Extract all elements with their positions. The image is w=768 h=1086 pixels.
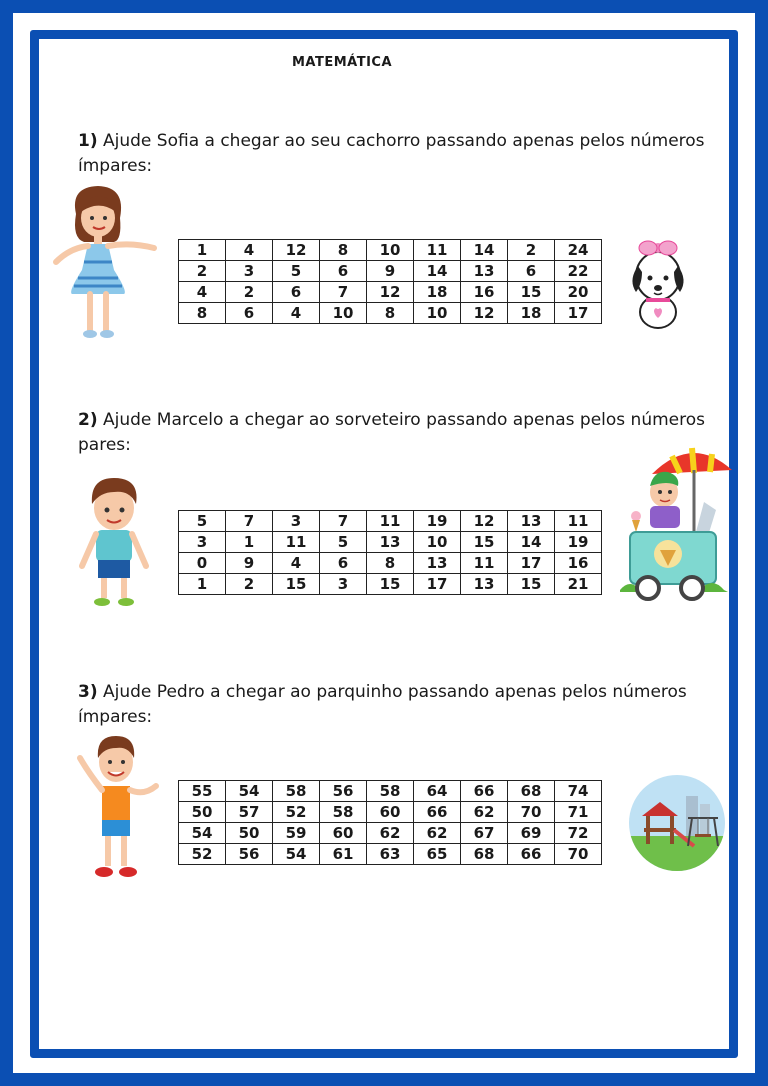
grid-cell[interactable]: 62 bbox=[367, 823, 414, 844]
grid-cell[interactable]: 65 bbox=[414, 844, 461, 865]
grid-row bbox=[179, 240, 602, 261]
grid-cell[interactable]: 56 bbox=[226, 844, 273, 865]
exercise-text: Ajude Marcelo a chegar ao sorveteiro passando apenas pelos números pares: bbox=[78, 410, 705, 455]
grid-cell[interactable]: 4 bbox=[226, 240, 273, 261]
exercise-text: Ajude Pedro a chegar ao parquinho passando apenas pelos números ímpares: bbox=[78, 682, 687, 727]
grid-cell[interactable]: 11 bbox=[414, 240, 461, 261]
grid-cell[interactable]: 13 bbox=[414, 553, 461, 574]
grid-cell[interactable]: 14 bbox=[461, 240, 508, 261]
grid-row bbox=[179, 282, 602, 303]
grid-cell[interactable]: 70 bbox=[555, 844, 602, 865]
grid-cell[interactable]: 11 bbox=[555, 511, 602, 532]
grid-cell[interactable]: 8 bbox=[367, 303, 414, 324]
grid-row bbox=[179, 532, 602, 553]
grid-cell[interactable]: 12 bbox=[461, 511, 508, 532]
grid-cell[interactable]: 13 bbox=[367, 532, 414, 553]
grid-cell[interactable]: 13 bbox=[461, 261, 508, 282]
grid-cell[interactable]: 20 bbox=[555, 282, 602, 303]
page-title: MATEMÁTICA bbox=[291, 55, 393, 70]
grid-cell[interactable]: 13 bbox=[461, 574, 508, 595]
grid-cell[interactable]: 1 bbox=[179, 574, 226, 595]
grid-cell[interactable]: 9 bbox=[226, 553, 273, 574]
grid-row bbox=[179, 553, 602, 574]
exercise-3-prompt bbox=[78, 680, 728, 730]
grid-cell[interactable]: 1 bbox=[179, 240, 226, 261]
grid-cell[interactable]: 10 bbox=[320, 303, 367, 324]
grid-cell[interactable]: 69 bbox=[508, 823, 555, 844]
grid-cell[interactable]: 50 bbox=[179, 802, 226, 823]
grid-cell[interactable]: 8 bbox=[367, 553, 414, 574]
grid-cell[interactable]: 10 bbox=[367, 240, 414, 261]
grid-cell[interactable]: 3 bbox=[320, 574, 367, 595]
grid-cell[interactable]: 11 bbox=[461, 553, 508, 574]
grid-cell[interactable]: 12 bbox=[367, 282, 414, 303]
grid-row bbox=[179, 511, 602, 532]
grid-cell[interactable]: 54 bbox=[179, 823, 226, 844]
grid-cell[interactable]: 4 bbox=[179, 282, 226, 303]
exercise-1-number-grid bbox=[178, 239, 602, 324]
grid-cell[interactable]: 58 bbox=[320, 802, 367, 823]
exercise-3-number-grid bbox=[178, 780, 602, 865]
grid-cell[interactable]: 3 bbox=[273, 511, 320, 532]
grid-row bbox=[179, 823, 602, 844]
grid-cell[interactable]: 15 bbox=[367, 574, 414, 595]
grid-cell[interactable]: 2 bbox=[226, 574, 273, 595]
exercise-text: Ajude Sofia a chegar ao seu cachorro passando apenas pelos números ímpares: bbox=[78, 131, 705, 176]
grid-cell[interactable]: 3 bbox=[226, 261, 273, 282]
grid-cell[interactable]: 24 bbox=[555, 240, 602, 261]
grid-cell[interactable]: 62 bbox=[461, 802, 508, 823]
grid-cell[interactable]: 0 bbox=[179, 553, 226, 574]
grid-cell[interactable]: 60 bbox=[320, 823, 367, 844]
grid-row bbox=[179, 781, 602, 802]
grid-cell[interactable]: 57 bbox=[226, 802, 273, 823]
grid-cell[interactable]: 56 bbox=[320, 781, 367, 802]
grid-cell[interactable]: 63 bbox=[367, 844, 414, 865]
grid-cell[interactable]: 6 bbox=[320, 553, 367, 574]
exercise-number: 2) bbox=[78, 410, 98, 430]
grid-cell[interactable]: 61 bbox=[320, 844, 367, 865]
grid-cell[interactable]: 68 bbox=[461, 844, 508, 865]
grid-cell[interactable]: 15 bbox=[461, 532, 508, 553]
playground-illustration bbox=[628, 774, 726, 872]
grid-cell[interactable]: 64 bbox=[414, 781, 461, 802]
grid-cell[interactable]: 66 bbox=[508, 844, 555, 865]
grid-cell[interactable]: 19 bbox=[555, 532, 602, 553]
grid-row bbox=[179, 802, 602, 823]
grid-cell[interactable]: 6 bbox=[320, 261, 367, 282]
boy-pedro-illustration bbox=[74, 732, 162, 882]
grid-cell[interactable]: 16 bbox=[461, 282, 508, 303]
grid-cell[interactable]: 50 bbox=[226, 823, 273, 844]
ice-cream-vendor-illustration bbox=[620, 440, 732, 606]
grid-cell[interactable]: 17 bbox=[555, 303, 602, 324]
grid-cell[interactable]: 52 bbox=[179, 844, 226, 865]
grid-cell[interactable]: 3 bbox=[179, 532, 226, 553]
grid-cell[interactable]: 6 bbox=[508, 261, 555, 282]
grid-cell[interactable]: 58 bbox=[367, 781, 414, 802]
grid-cell[interactable]: 71 bbox=[555, 802, 602, 823]
grid-cell[interactable]: 12 bbox=[273, 240, 320, 261]
exercise-1-prompt bbox=[78, 129, 728, 179]
grid-row bbox=[179, 574, 602, 595]
grid-cell[interactable]: 2 bbox=[508, 240, 555, 261]
grid-cell[interactable]: 1 bbox=[226, 532, 273, 553]
grid-cell[interactable]: 19 bbox=[414, 511, 461, 532]
grid-cell[interactable]: 66 bbox=[461, 781, 508, 802]
grid-cell[interactable]: 74 bbox=[555, 781, 602, 802]
grid-cell[interactable]: 5 bbox=[273, 261, 320, 282]
grid-row bbox=[179, 844, 602, 865]
grid-cell[interactable]: 5 bbox=[320, 532, 367, 553]
dog-illustration bbox=[628, 236, 688, 332]
grid-cell[interactable]: 67 bbox=[461, 823, 508, 844]
grid-cell[interactable]: 60 bbox=[367, 802, 414, 823]
grid-cell[interactable]: 8 bbox=[179, 303, 226, 324]
grid-cell[interactable]: 58 bbox=[273, 781, 320, 802]
exercise-2-number-grid bbox=[178, 510, 602, 595]
grid-cell[interactable]: 7 bbox=[320, 282, 367, 303]
grid-cell[interactable]: 15 bbox=[508, 282, 555, 303]
grid-cell[interactable]: 54 bbox=[226, 781, 273, 802]
grid-cell[interactable]: 21 bbox=[555, 574, 602, 595]
grid-cell[interactable]: 11 bbox=[273, 532, 320, 553]
grid-cell[interactable]: 7 bbox=[226, 511, 273, 532]
girl-sofia-illustration bbox=[50, 182, 162, 344]
grid-cell[interactable]: 18 bbox=[508, 303, 555, 324]
grid-cell[interactable]: 17 bbox=[508, 553, 555, 574]
grid-cell[interactable]: 10 bbox=[414, 532, 461, 553]
grid-cell[interactable]: 52 bbox=[273, 802, 320, 823]
grid-cell[interactable]: 22 bbox=[555, 261, 602, 282]
grid-cell[interactable]: 59 bbox=[273, 823, 320, 844]
grid-row bbox=[179, 261, 602, 282]
grid-cell[interactable]: 4 bbox=[273, 553, 320, 574]
exercise-number: 3) bbox=[78, 682, 98, 702]
grid-cell[interactable]: 14 bbox=[414, 261, 461, 282]
grid-cell[interactable]: 18 bbox=[414, 282, 461, 303]
grid-cell[interactable]: 7 bbox=[320, 511, 367, 532]
grid-row bbox=[179, 303, 602, 324]
grid-cell[interactable]: 68 bbox=[508, 781, 555, 802]
grid-cell[interactable]: 4 bbox=[273, 303, 320, 324]
grid-cell[interactable]: 14 bbox=[508, 532, 555, 553]
grid-cell[interactable]: 15 bbox=[508, 574, 555, 595]
grid-cell[interactable]: 70 bbox=[508, 802, 555, 823]
grid-cell[interactable]: 16 bbox=[555, 553, 602, 574]
grid-cell[interactable]: 54 bbox=[273, 844, 320, 865]
grid-cell[interactable]: 10 bbox=[414, 303, 461, 324]
grid-cell[interactable]: 72 bbox=[555, 823, 602, 844]
grid-cell[interactable]: 66 bbox=[414, 802, 461, 823]
grid-cell[interactable]: 6 bbox=[226, 303, 273, 324]
grid-cell[interactable]: 13 bbox=[508, 511, 555, 532]
grid-cell[interactable]: 6 bbox=[273, 282, 320, 303]
exercise-number: 1) bbox=[78, 131, 98, 151]
grid-cell[interactable]: 5 bbox=[179, 511, 226, 532]
grid-cell[interactable]: 62 bbox=[414, 823, 461, 844]
grid-cell[interactable]: 8 bbox=[320, 240, 367, 261]
grid-cell[interactable]: 15 bbox=[273, 574, 320, 595]
grid-cell[interactable]: 2 bbox=[179, 261, 226, 282]
grid-cell[interactable]: 17 bbox=[414, 574, 461, 595]
grid-cell[interactable]: 11 bbox=[367, 511, 414, 532]
grid-cell[interactable]: 2 bbox=[226, 282, 273, 303]
grid-cell[interactable]: 9 bbox=[367, 261, 414, 282]
grid-cell[interactable]: 55 bbox=[179, 781, 226, 802]
boy-marcelo-illustration bbox=[74, 472, 154, 612]
grid-cell[interactable]: 12 bbox=[461, 303, 508, 324]
